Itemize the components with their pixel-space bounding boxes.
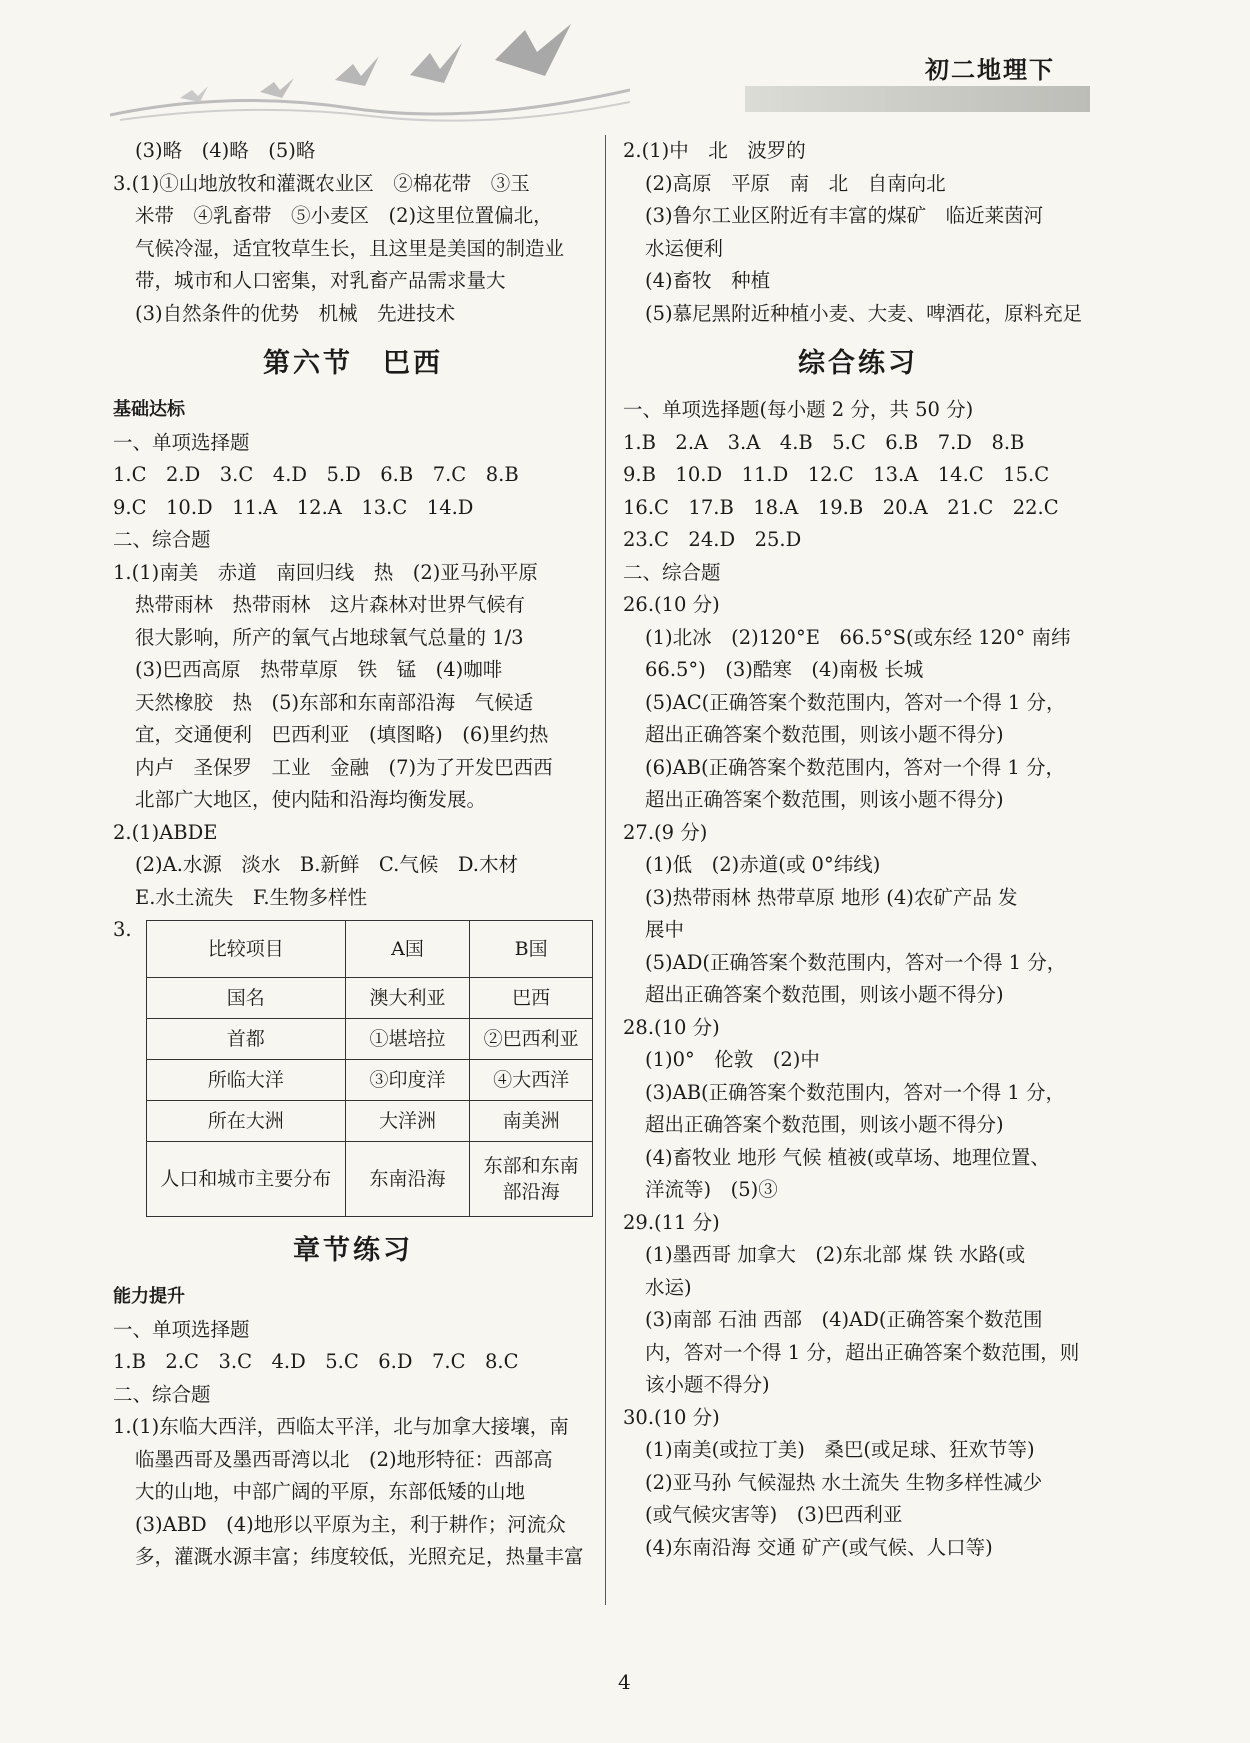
answer-line: 2.(1)ABDE (113, 820, 218, 844)
answer-line: (1)墨西哥 加拿大 (2)东北部 煤 铁 水路(或 (645, 1243, 1026, 1266)
answer-line: 超出正确答案个数范围，则该小题不得分) (645, 723, 1004, 746)
answer-line: (4)畜牧业 地形 气候 植被(或草场、地理位置、 (645, 1145, 1050, 1169)
table-cell: 南美洲 (470, 1101, 593, 1142)
text-line: (3)略 (4)略 (5)略 (135, 139, 316, 162)
bird-icon (335, 56, 379, 86)
table-cell: ②巴西利亚 (470, 1019, 593, 1060)
text-line: 水运便利 (645, 236, 724, 260)
answer-line: 26.(10 分) (623, 593, 720, 616)
answer-line: 16.C 17.B 18.A 19.B 20.A 21.C 22.C (623, 495, 1059, 519)
answer-line: 多，灌溉水源丰富；纬度较低，光照充足，热量丰富 (135, 1545, 584, 1568)
answer-line: 66.5°) (3)酷寒 (4)南极 长城 (645, 658, 924, 681)
answer-line: 内卢 圣保罗 工业 金融 (7)为了开发巴西西 (135, 755, 553, 779)
answer-line: 1.(1)东临大西洋，西临太平洋，北与加拿大接壤，南 (113, 1415, 569, 1438)
answer-line: (或气候灾害等) (3)巴西利亚 (645, 1503, 903, 1526)
section-title-chapter: 章节练习 (293, 1235, 413, 1266)
table-header-row (146, 921, 592, 978)
answer-line: (3)南部 石油 西部 (4)AD(正确答案个数范围 (645, 1308, 1043, 1331)
table-cell: ③印度洋 (345, 1060, 470, 1101)
answer-line: 热带雨林 热带雨林 这片森林对世界气候有 (135, 593, 526, 616)
header-bar (745, 86, 1090, 112)
answer-line: 天然橡胶 热 (5)东部和东南部沿海 气候适 (135, 690, 534, 714)
book-title: 初二地理下 (925, 56, 1055, 84)
answer-line: 很大影响，所产的氧气占地球氧气总量的 1/3 (135, 625, 524, 649)
answer-line: (3)AB(正确答案个数范围内，答对一个得 1 分， (645, 1080, 1065, 1104)
answer-line: 9.B 10.D 11.D 12.C 13.A 14.C 15.C (623, 463, 1050, 486)
text-line: (4)畜牧 种植 (645, 269, 771, 292)
bird-icon (410, 43, 462, 83)
table-row (146, 1101, 592, 1142)
answer-line: (3)ABD (4)地形以平原为主，利于耕作；河流众 (135, 1512, 566, 1536)
answer-line: 超出正确答案个数范围，则该小题不得分) (645, 788, 1004, 811)
answer-line: 1.B 2.C 3.C 4.D 5.C 6.D 7.C 8.C (113, 1350, 519, 1373)
table-cell: ④大西洋 (470, 1060, 593, 1101)
question-type-heading: 一、单项选择题 (113, 1317, 250, 1341)
answer-line: (2)亚马孙 气候湿热 水土流失 生物多样性减少 (645, 1470, 1043, 1494)
right-column (623, 135, 1093, 1564)
answer-line: 23.C 24.D 25.D (623, 528, 802, 551)
table-row (146, 978, 592, 1019)
text-line: (3)鲁尔工业区附近有丰富的煤矿 临近莱茵河 (645, 204, 1044, 227)
answer-line: 1.(1)南美 赤道 南回归线 热 (2)亚马孙平原 (113, 560, 538, 584)
answer-line: (5)AD(正确答案个数范围内，答对一个得 1 分， (645, 950, 1067, 974)
page-number: 4 (618, 1670, 631, 1694)
table-cell: 东部和东南部沿海 (470, 1142, 593, 1217)
subsection-heading: 基础达标 (113, 399, 185, 420)
bird-icon (180, 86, 208, 102)
answer-line: (1)北冰 (2)120°E 66.5°S(或东经 120° 南纬 (645, 625, 1071, 649)
section-title-review: 综合练习 (798, 348, 918, 379)
answer-line: 临墨西哥及墨西哥湾以北 (2)地形特征：西部高 (135, 1447, 553, 1471)
table-header-cell: B国 (470, 921, 593, 978)
answer-line: 北部广大地区，使内陆和沿海均衡发展。 (135, 788, 487, 811)
table-cell: 人口和城市主要分布 (146, 1142, 345, 1217)
answer-line: 超出正确答案个数范围，则该小题不得分) (645, 983, 1004, 1006)
answer-line: 宜，交通便利 巴西利亚 (填图略) (6)里约热 (135, 723, 549, 746)
answer-line: (6)AB(正确答案个数范围内，答对一个得 1 分， (645, 755, 1065, 779)
birds-decoration (110, 20, 630, 130)
answer-line: (4)东南沿海 交通 矿产(或气候、人口等) (645, 1535, 993, 1559)
question-type-heading: 一、单项选择题(每小题 2 分，共 50 分) (623, 398, 974, 421)
answer-line: 9.C 10.D 11.A 12.A 13.C 14.D (113, 495, 474, 519)
question-type-heading: 二、综合题 (113, 1382, 211, 1406)
answer-line: 洋流等) (5)③ (645, 1178, 778, 1201)
answer-line: (1)南美(或拉丁美) 桑巴(或足球、狂欢节等) (645, 1438, 1035, 1461)
answer-line: 30.(10 分) (623, 1405, 720, 1429)
table-cell: 澳大利亚 (345, 978, 470, 1019)
comparison-table (146, 920, 593, 1217)
question-type-heading: 二、综合题 (113, 528, 211, 551)
answer-line: 29.(11 分) (623, 1210, 720, 1234)
answer-line: 该小题不得分) (645, 1373, 770, 1396)
text-line: 2.(1)中 北 波罗的 (623, 139, 806, 162)
answer-line: 超出正确答案个数范围，则该小题不得分) (645, 1113, 1004, 1136)
answer-line: (2)A.水源 淡水 B.新鲜 C.气候 D.木材 (135, 853, 518, 876)
answer-line: 28.(10 分) (623, 1015, 720, 1039)
text-line: 气候冷湿，适宜牧草生长，且这里是美国的制造业 (135, 236, 565, 260)
left-column (113, 135, 593, 1574)
answer-line: 1.C 2.D 3.C 4.D 5.D 6.B 7.C 8.B (113, 463, 519, 486)
table-cell: 所临大洋 (146, 1060, 345, 1101)
table-row (146, 1019, 592, 1060)
comparison-table-block (113, 914, 593, 1217)
answer-line: (1)0° 伦敦 (2)中 (645, 1048, 820, 1071)
text-line: 3.(1)①山地放牧和灌溉农业区 ②棉花带 ③玉 (113, 171, 530, 195)
answer-line: 展中 (645, 918, 685, 941)
table-row (146, 1060, 592, 1101)
text-line: (2)高原 平原 南 北 自南向北 (645, 171, 946, 195)
answer-line: 内，答对一个得 1 分，超出正确答案个数范围，则 (645, 1340, 1080, 1364)
question-number: 3. (113, 918, 132, 941)
table-cell: 巴西 (470, 978, 593, 1019)
answer-line: 1.B 2.A 3.A 4.B 5.C 6.B 7.D 8.B (623, 430, 1025, 454)
answer-line: E.水土流失 F.生物多样性 (135, 885, 368, 909)
answer-line: (3)热带雨林 热带草原 地形 (4)农矿产品 发 (645, 885, 1018, 909)
table-row (146, 1142, 592, 1217)
table-cell: 所在大洲 (146, 1101, 345, 1142)
text-line: 米带 ④乳畜带 ⑤小麦区 (2)这里位置偏北， (135, 204, 553, 227)
question-type-heading: 二、综合题 (623, 560, 721, 584)
table-cell: ①堪培拉 (345, 1019, 470, 1060)
answer-line: (5)AC(正确答案个数范围内，答对一个得 1 分， (645, 690, 1066, 714)
bird-icon (260, 78, 294, 98)
table-header-cell: A国 (345, 921, 470, 978)
table-cell: 国名 (146, 978, 345, 1019)
text-line: 带，城市和人口密集，对乳畜产品需求量大 (135, 269, 506, 292)
answer-line: (3)巴西高原 热带草原 铁 锰 (4)咖啡 (135, 658, 503, 681)
answer-line: 大的山地，中部广阔的平原，东部低矮的山地 (135, 1480, 526, 1503)
section-title-brazil: 第六节 巴西 (263, 348, 443, 379)
subsection-heading: 能力提升 (113, 1286, 185, 1307)
table-header-cell: 比较项目 (146, 921, 345, 978)
answer-line: 水运) (645, 1275, 692, 1299)
text-line: (5)慕尼黑附近种植小麦、大麦、啤酒花，原料充足 (645, 301, 1083, 325)
column-divider (605, 135, 606, 1605)
table-cell: 东南沿海 (345, 1142, 470, 1217)
table-cell: 大洋洲 (345, 1101, 470, 1142)
text-line: (3)自然条件的优势 机械 先进技术 (135, 301, 456, 325)
table-cell: 首都 (146, 1019, 345, 1060)
answer-line: 27.(9 分) (623, 820, 708, 844)
question-type-heading: 一、单项选择题 (113, 430, 250, 454)
answer-line: (1)低 (2)赤道(或 0°纬线) (645, 853, 881, 876)
bird-icon (495, 24, 571, 76)
